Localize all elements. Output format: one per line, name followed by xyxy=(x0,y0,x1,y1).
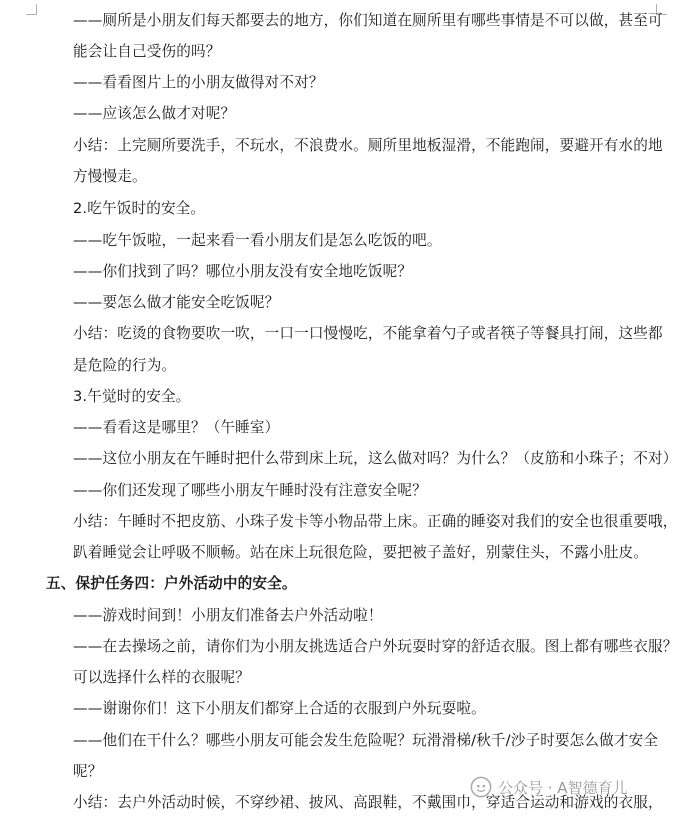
section-heading: 五、保护任务四：户外活动中的安全。 xyxy=(46,575,297,592)
text-line: ——他们在干什么？哪些小朋友可能会发生危险呢？玩滑滑梯/秋千/沙子时要怎么做才安全 xyxy=(73,732,659,749)
summary-line: 小结：去户外活动时候，不穿纱裙、披风、高跟鞋，不戴围巾，穿适合运动和游戏的衣服， xyxy=(73,794,663,811)
text-line: ——应该怎么做才对呢？ xyxy=(73,105,236,122)
wechat-official-account-icon xyxy=(470,776,492,798)
text-line: ——你们找到了吗？哪位小朋友没有安全地吃饭呢？ xyxy=(73,263,413,280)
subsection-title: 2.吃午饭时的安全。 xyxy=(73,200,206,217)
subsection-title: 3.午觉时的安全。 xyxy=(73,388,191,405)
summary-line: 是危险的行为。 xyxy=(73,357,177,374)
summary-line: 小结：吃烫的食物要吹一吹，一口一口慢慢吃，不能拿着勺子或者筷子等餐具打闹，这些都 xyxy=(73,325,663,342)
text-line: ——在去操场之前，请你们为小朋友挑选适合户外玩耍时穿的舒适衣服。图上都有哪些衣服？ xyxy=(73,638,678,655)
text-line: ——这位小朋友在午睡时把什么带到床上玩，这么做对吗？为什么？（皮筋和小珠子；不对） xyxy=(73,450,678,467)
summary-line: 小结：上完厕所要洗手，不玩水，不浪费水。厕所里地板湿滑，不能跑闹，要避开有水的地 xyxy=(73,137,663,154)
text-line: ——谢谢你们！这下小朋友们都穿上合适的衣服到户外玩耍啦。 xyxy=(73,700,486,717)
summary-line: 趴着睡觉会让呼吸不顺畅。站在床上玩很危险，要把被子盖好，别蒙住头，不露小肚皮。 xyxy=(73,544,649,561)
watermark xyxy=(470,774,628,800)
text-line: ——吃午饭啦，一起来看一看小朋友们是怎么吃饭的吧。 xyxy=(73,232,442,249)
text-line: ——要怎么做才能安全吃饭呢？ xyxy=(73,294,280,311)
watermark-text: 公众号 · A智德育儿 xyxy=(498,778,628,797)
text-line: 呢？ xyxy=(73,763,103,780)
summary-line: 方慢慢走。 xyxy=(73,168,147,185)
text-line: ——你们还发现了哪些小朋友午睡时没有注意安全呢？ xyxy=(73,482,427,499)
text-line: ——看看这是哪里？（午睡室） xyxy=(73,419,280,436)
page-corner-mark-left xyxy=(26,4,37,15)
summary-line: 小结：午睡时不把皮筋、小珠子发卡等小物品带上床。正确的睡姿对我们的安全也很重要哦， xyxy=(73,513,678,530)
text-line: 能会让自己受伤的吗？ xyxy=(73,43,221,60)
text-line: ——游戏时间到！小朋友们准备去户外活动啦！ xyxy=(73,607,383,624)
text-line: ——厕所是小朋友们每天都要去的地方，你们知道在厕所里有哪些事情是不可以做，甚至可 xyxy=(73,12,663,29)
text-line: ——看看图片上的小朋友做得对不对？ xyxy=(73,74,324,91)
text-line: 可以选择什么样的衣服呢？ xyxy=(73,669,250,686)
